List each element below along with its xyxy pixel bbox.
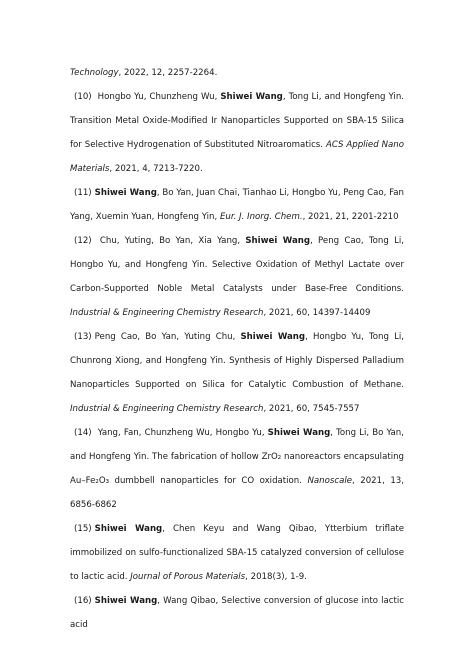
- reference-number: (10): [74, 92, 92, 102]
- reference-item: [70, 517, 404, 589]
- highlighted-author: Shiwei Wang: [245, 236, 311, 246]
- reference-details: , 2018(3), 1-9.: [245, 572, 307, 582]
- highlighted-author: Shiwei Wang: [267, 428, 331, 438]
- reference-text: , Tong Li, Bo Yan, and Hongfeng Yin. The fabrication of hollow ZrO₂ nanoreactors encapsulating Au–Fe₂O₃ dumbbell nanoparticles for CO oxidation.: [70, 428, 404, 486]
- reference-details: , 2021, 21, 2201-2210: [302, 212, 399, 222]
- reference-text: , Wang Qibao, Selective conversion of glucose into lactic acid: [70, 596, 404, 630]
- reference-details: , 2021, 13, 6856-6862: [70, 476, 404, 510]
- reference-number: (16): [74, 596, 92, 606]
- reference-text: , Hongbo Yu, Tong Li, Chunrong Xiong, and Hongfeng Yin. Synthesis of Highly Dispersed Palladium Nanoparticles Supported on Silica for Catalytic Combustion of Methane.: [70, 332, 404, 390]
- reference-details: , 2021, 60, 14397-14409: [263, 308, 371, 318]
- reference-details: , 2022, 12, 2257-2264.: [118, 68, 218, 78]
- reference-coauthors: Peng Cao, Bo Yan, Yuting Chu,: [94, 332, 241, 342]
- reference-item: [70, 85, 404, 181]
- reference-text: , Tong Li, and Hongfeng Yin. Transition Metal Oxide-Modified Ir Nanoparticles Supported on SBA-15 Silica for Selective Hydrogenation of Substituted Nitroaromatics.: [70, 92, 405, 150]
- highlighted-author: Shiwei Wang: [94, 524, 163, 534]
- reference-number: (12): [74, 236, 92, 246]
- reference-coauthors: Yang, Fan, Chunzheng Wu, Hongbo Yu,: [94, 428, 268, 438]
- reference-number: (14): [74, 428, 92, 438]
- reference-list: [70, 61, 404, 637]
- reference-number: (13): [74, 332, 92, 342]
- reference-item: [70, 421, 404, 517]
- reference-item: [70, 61, 404, 85]
- reference-text: , Bo Yan, Juan Chai, Tianhao Li, Hongbo Yu, Peng Cao, Fan Yang, Xuemin Yuan, Hongfeng Yin,: [70, 188, 405, 222]
- reference-journal: Industrial & Engineering Chemistry Research: [70, 404, 264, 414]
- reference-coauthors: Chu, Yuting, Bo Yan, Xia Yang,: [94, 236, 246, 246]
- reference-item: [70, 181, 404, 229]
- highlighted-author: Shiwei Wang: [94, 596, 158, 606]
- reference-journal: ACS Applied Nano Materials: [70, 140, 404, 174]
- reference-item: [70, 229, 404, 325]
- reference-journal: Nanoscale: [307, 476, 353, 486]
- reference-number: (11): [74, 188, 92, 198]
- highlighted-author: Shiwei Wang: [94, 188, 157, 198]
- reference-item: [70, 589, 404, 637]
- reference-text: , Chen Keyu and Wang Qibao, Ytterbium triflate immobilized on sulfo-functionalized SBA-15 catalyzed conversion of cellulose to lactic acid.: [70, 524, 404, 582]
- highlighted-author: Shiwei Wang: [220, 92, 283, 102]
- reference-text: , Peng Cao, Tong Li, Hongbo Yu, and Hongfeng Yin. Selective Oxidation of Methyl Lactate over Carbon-Supported Noble Metal Catalysts under Base-Free Conditions.: [70, 236, 404, 294]
- reference-coauthors: Hongbo Yu, Chunzheng Wu,: [94, 92, 221, 102]
- reference-journal: Journal of Porous Materials: [130, 572, 246, 582]
- reference-details: , 2021, 4, 7213-7220.: [109, 164, 203, 174]
- reference-number: (15): [74, 524, 92, 534]
- reference-journal: Eur. J. Inorg. Chem.: [219, 212, 303, 222]
- reference-details: , 2021, 60, 7545-7557: [263, 404, 360, 414]
- reference-item: [70, 325, 404, 421]
- reference-journal: Technology: [70, 68, 119, 78]
- reference-journal: Industrial & Engineering Chemistry Research: [70, 308, 264, 318]
- highlighted-author: Shiwei Wang: [240, 332, 306, 342]
